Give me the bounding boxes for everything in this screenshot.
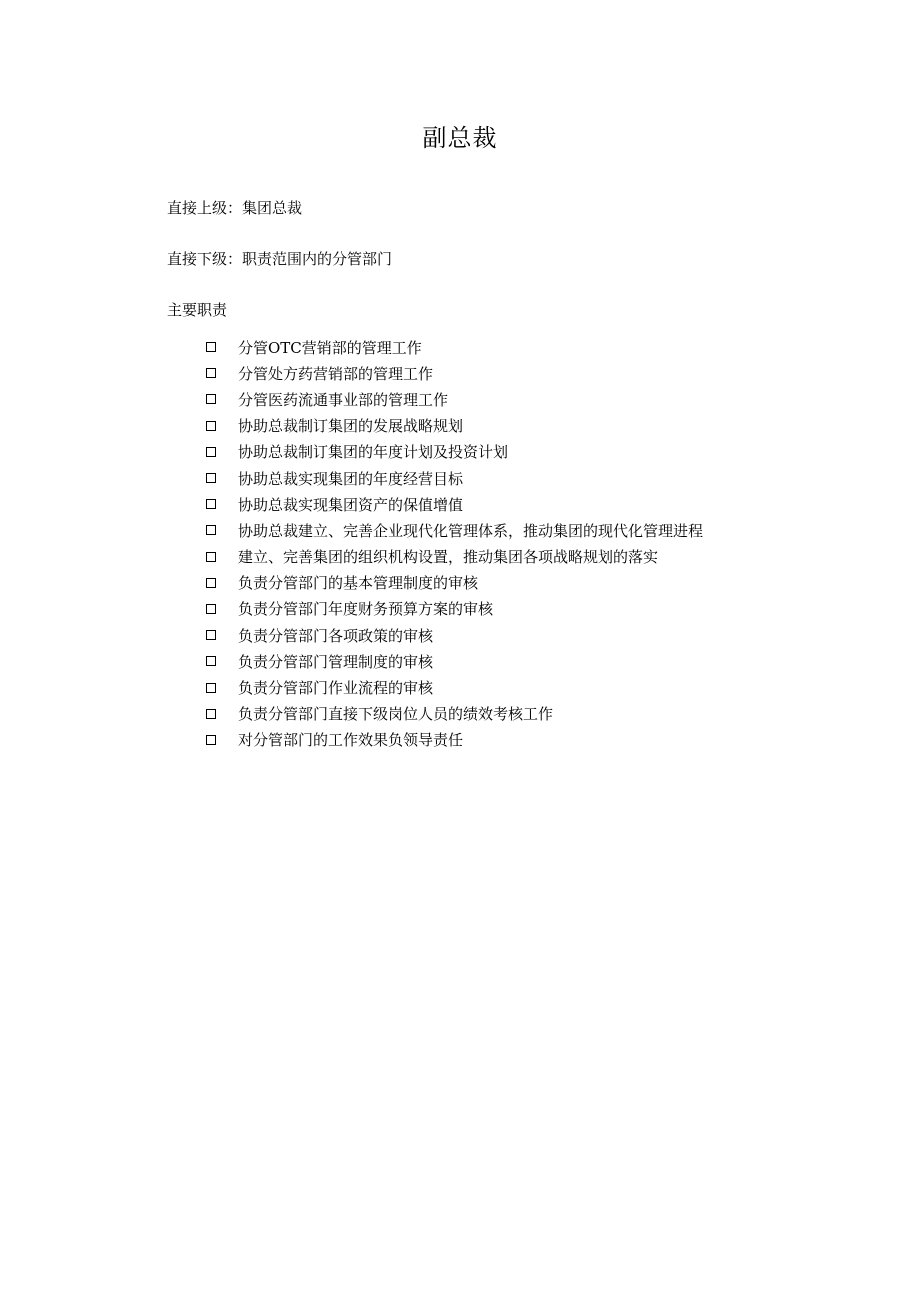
checkbox-icon: [206, 735, 216, 745]
list-item-text: 分管处方药营销部的管理工作: [238, 364, 434, 383]
list-item: [204, 360, 703, 386]
direct-superior-label: 直接上级：: [167, 199, 243, 217]
checkbox-icon: [206, 499, 216, 509]
list-item-text: 协助总裁建立、完善企业现代化管理体系，推动集团的现代化管理进程: [238, 521, 704, 540]
direct-subordinate-value: 职责范围内的分管部门: [242, 250, 393, 268]
list-item: [204, 491, 703, 517]
direct-superior-line: [167, 198, 302, 218]
list-item-text: 负责分管部门直接下级岗位人员的绩效考核工作: [238, 705, 554, 724]
list-item: [204, 674, 703, 700]
checkbox-icon: [206, 473, 216, 483]
direct-superior-value: 集团总裁: [242, 199, 303, 217]
checkbox-icon: [206, 630, 216, 640]
list-item: [204, 727, 703, 753]
direct-subordinate-line: [167, 249, 392, 269]
checkbox-icon: [206, 342, 216, 352]
list-item: [204, 517, 703, 543]
list-item-text: 协助总裁实现集团的年度经营目标: [238, 469, 464, 488]
list-item-text: 负责分管部门各项政策的审核: [238, 626, 434, 645]
list-item: [204, 622, 703, 648]
list-item-text: 分管OTC营销部的管理工作: [238, 338, 422, 357]
list-item-text: 负责分管部门管理制度的审核: [238, 652, 434, 671]
checkbox-icon: [206, 421, 216, 431]
list-item: [204, 465, 703, 491]
list-item: [204, 596, 703, 622]
checkbox-icon: [206, 709, 216, 719]
checkbox-icon: [206, 683, 216, 693]
list-item-text: 分管医药流通事业部的管理工作: [238, 390, 449, 409]
list-item: [204, 701, 703, 727]
list-item: [204, 413, 703, 439]
checkbox-icon: [206, 394, 216, 404]
checkbox-icon: [206, 656, 216, 666]
list-item-text: 负责分管部门的基本管理制度的审核: [238, 574, 479, 593]
list-item-text: 负责分管部门年度财务预算方案的审核: [238, 600, 494, 619]
checkbox-icon: [206, 447, 216, 457]
list-item-text: 对分管部门的工作效果负领导责任: [238, 731, 464, 750]
list-item: [204, 386, 703, 412]
list-item: [204, 334, 703, 360]
responsibilities-list: [204, 334, 703, 753]
list-item-text: 负责分管部门作业流程的审核: [238, 679, 434, 698]
direct-subordinate-label: 直接下级：: [167, 250, 243, 268]
list-item: [204, 570, 703, 596]
list-item-text: 协助总裁实现集团资产的保值增值: [238, 495, 464, 514]
list-item: [204, 544, 703, 570]
list-item: [204, 439, 703, 465]
checkbox-icon: [206, 578, 216, 588]
page-title: 副总裁: [422, 124, 498, 152]
checkbox-icon: [206, 368, 216, 378]
checkbox-icon: [206, 552, 216, 562]
list-item-text: 建立、完善集团的组织机构设置，推动集团各项战略规划的落实: [238, 548, 659, 567]
responsibilities-heading: 主要职责: [167, 301, 228, 319]
checkbox-icon: [206, 604, 216, 614]
list-item-text: 协助总裁制订集团的发展战略规划: [238, 417, 464, 436]
list-item: [204, 648, 703, 674]
list-item-text: 协助总裁制订集团的年度计划及投资计划: [238, 443, 509, 462]
checkbox-icon: [206, 525, 216, 535]
